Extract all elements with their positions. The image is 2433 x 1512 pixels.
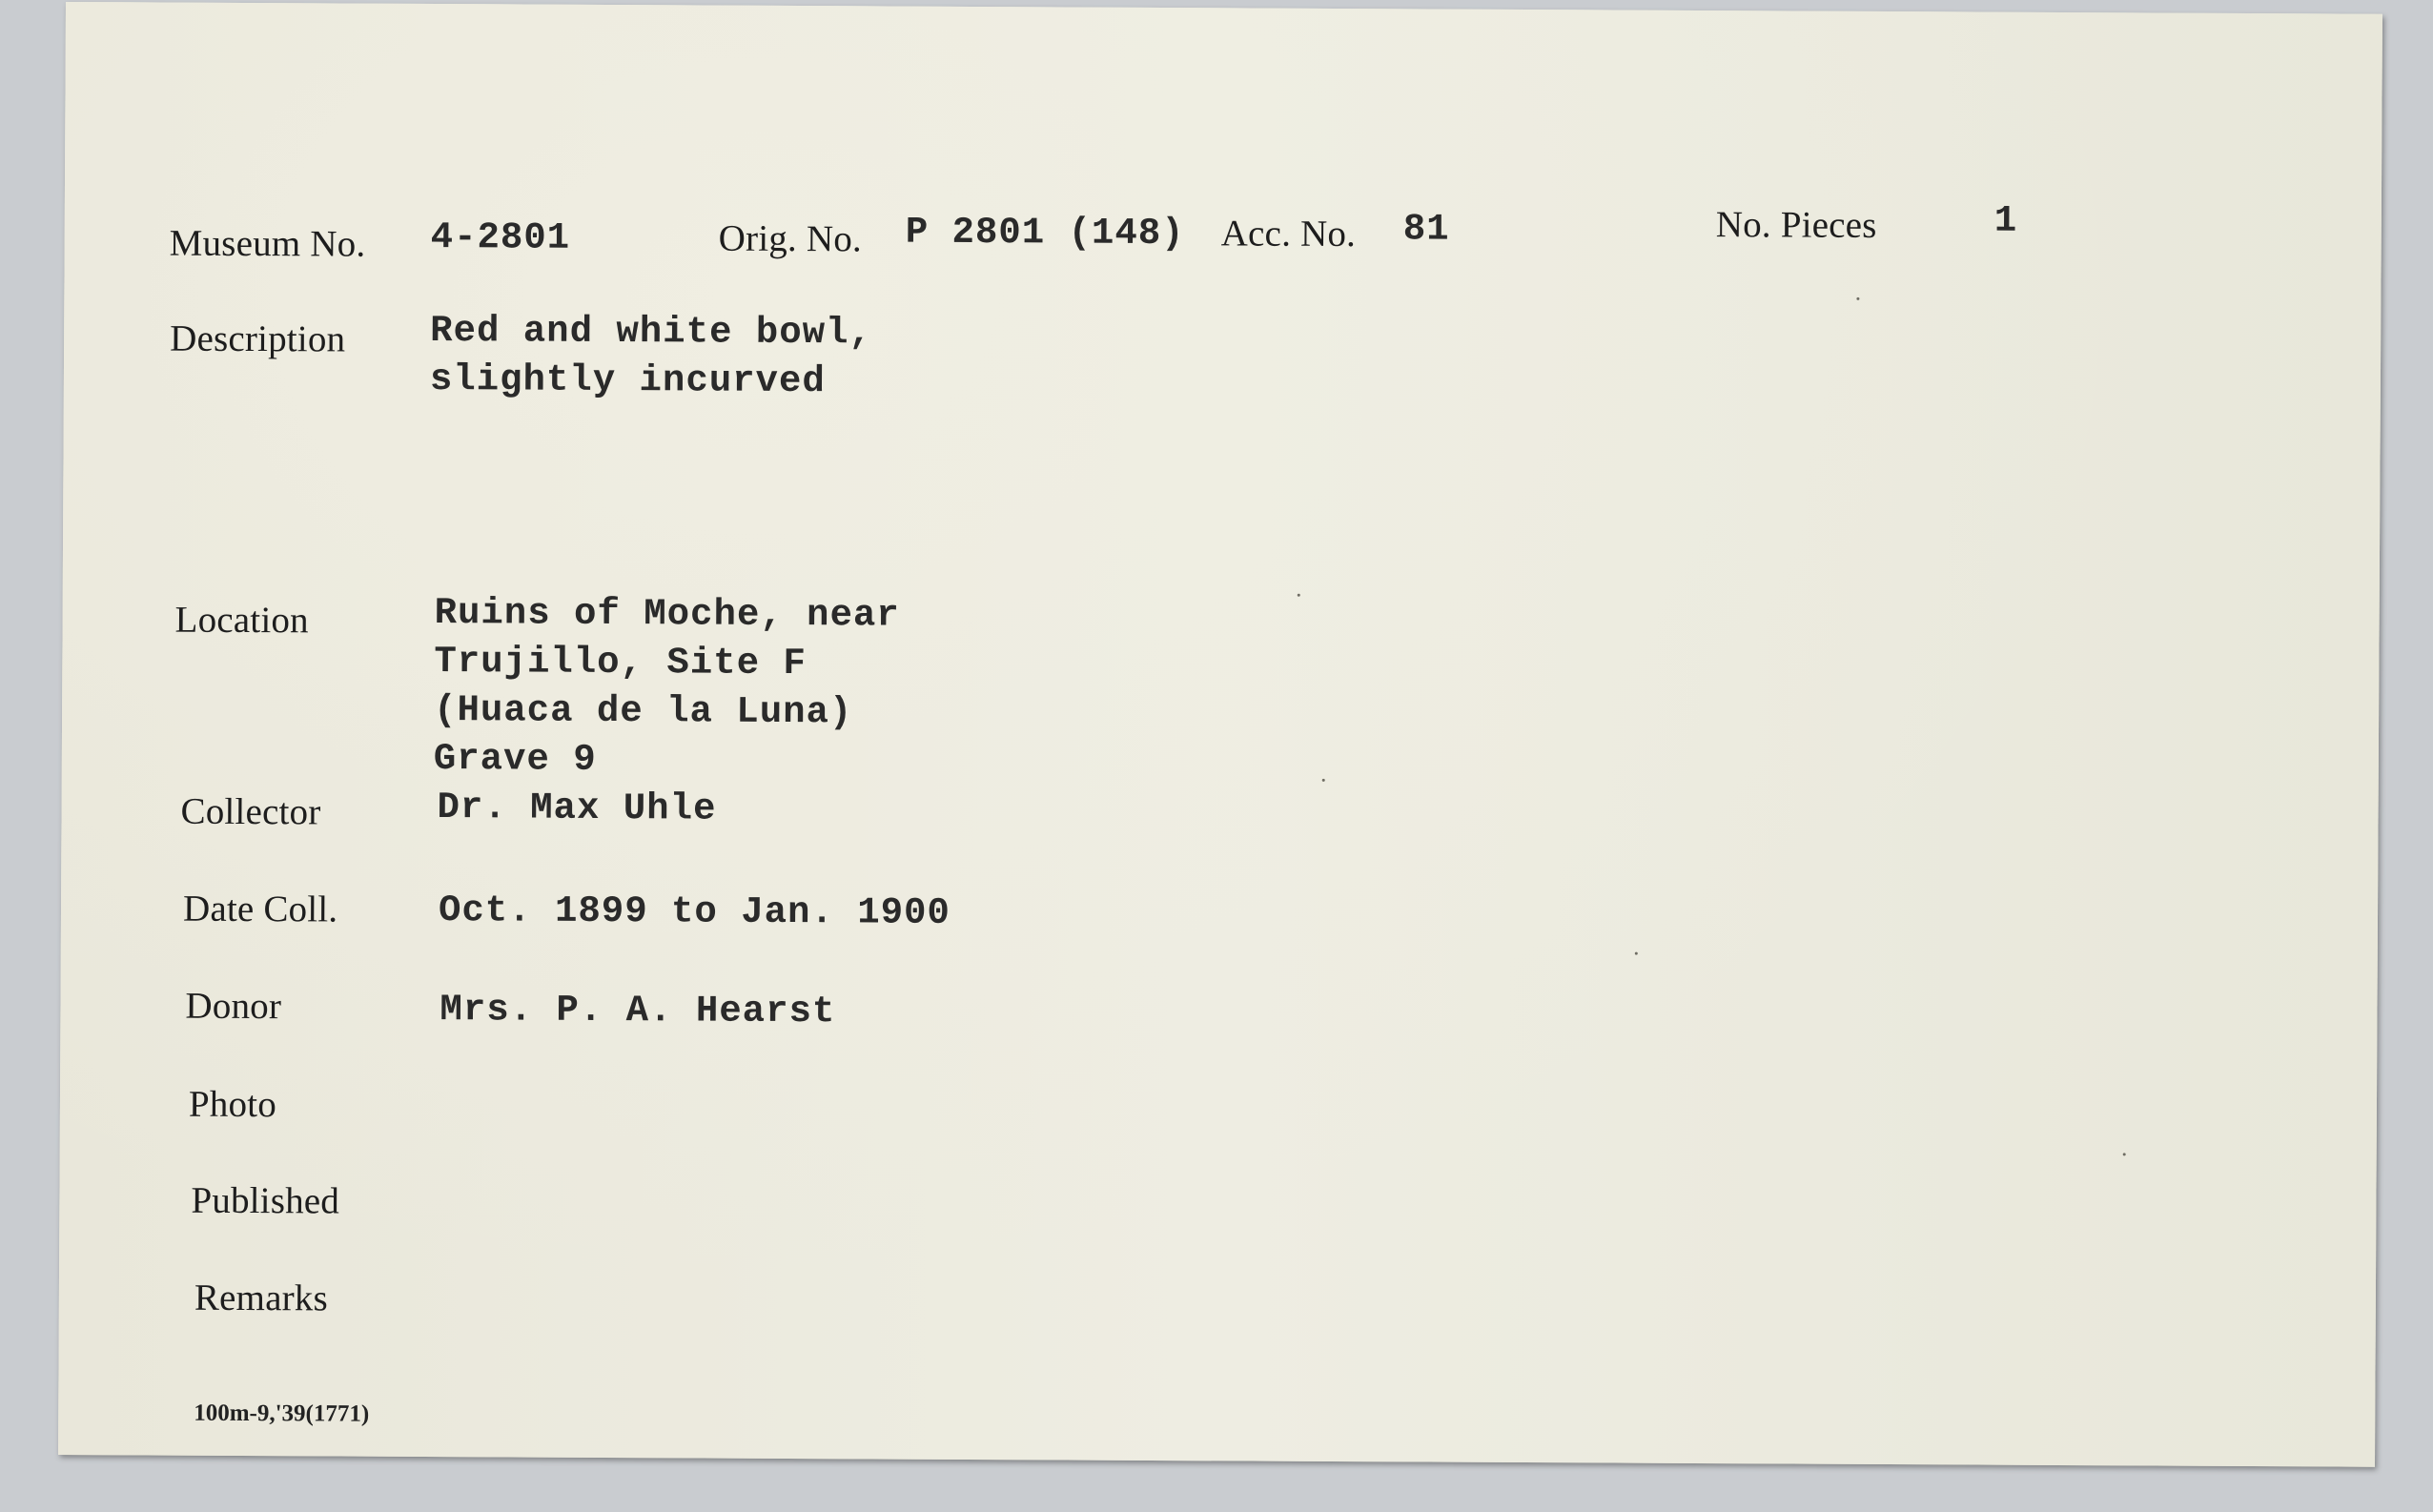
no-pieces-label: No. Pieces (1715, 204, 1877, 246)
paper-speck (1856, 297, 1859, 300)
paper-speck (1322, 779, 1325, 782)
description-label: Description (170, 317, 346, 360)
location-line: Trujillo, Site F (434, 641, 807, 685)
donor-label: Donor (185, 985, 282, 1028)
orig-no-value: P 2801 (148) (905, 211, 1185, 255)
remarks-label: Remarks (194, 1277, 329, 1319)
location-label: Location (174, 599, 309, 642)
no-pieces-value: 1 (1993, 199, 2018, 242)
print-code: 100m-9,'39(1771) (194, 1400, 370, 1427)
paper-speck (2123, 1153, 2126, 1155)
photo-label: Photo (188, 1083, 277, 1126)
acc-no-label: Acc. No. (1220, 213, 1357, 255)
location-text (434, 589, 900, 787)
location-line: (Huaca de la Luna) (433, 689, 853, 734)
catalog-card (58, 2, 2382, 1467)
orig-no-label: Orig. No. (718, 217, 863, 260)
paper-speck (1298, 594, 1300, 597)
date-coll-value: Oct. 1899 to Jan. 1900 (438, 889, 951, 934)
donor-value: Mrs. P. A. Hearst (440, 989, 836, 1033)
museum-no-label: Museum No. (169, 222, 366, 265)
date-coll-label: Date Coll. (182, 888, 338, 930)
acc-no-value: 81 (1402, 208, 1450, 251)
description-text (430, 307, 872, 406)
collector-value: Dr. Max Uhle (437, 787, 717, 830)
published-label: Published (191, 1179, 340, 1222)
description-line: Red and white bowl, (430, 310, 872, 355)
location-line: Grave 9 (433, 738, 597, 781)
paper-speck (1635, 952, 1638, 955)
collector-label: Collector (180, 790, 321, 833)
location-line: Ruins of Moche, near (434, 592, 900, 637)
description-line: slightly incurved (429, 358, 826, 403)
museum-no-value: 4-2801 (430, 216, 571, 259)
